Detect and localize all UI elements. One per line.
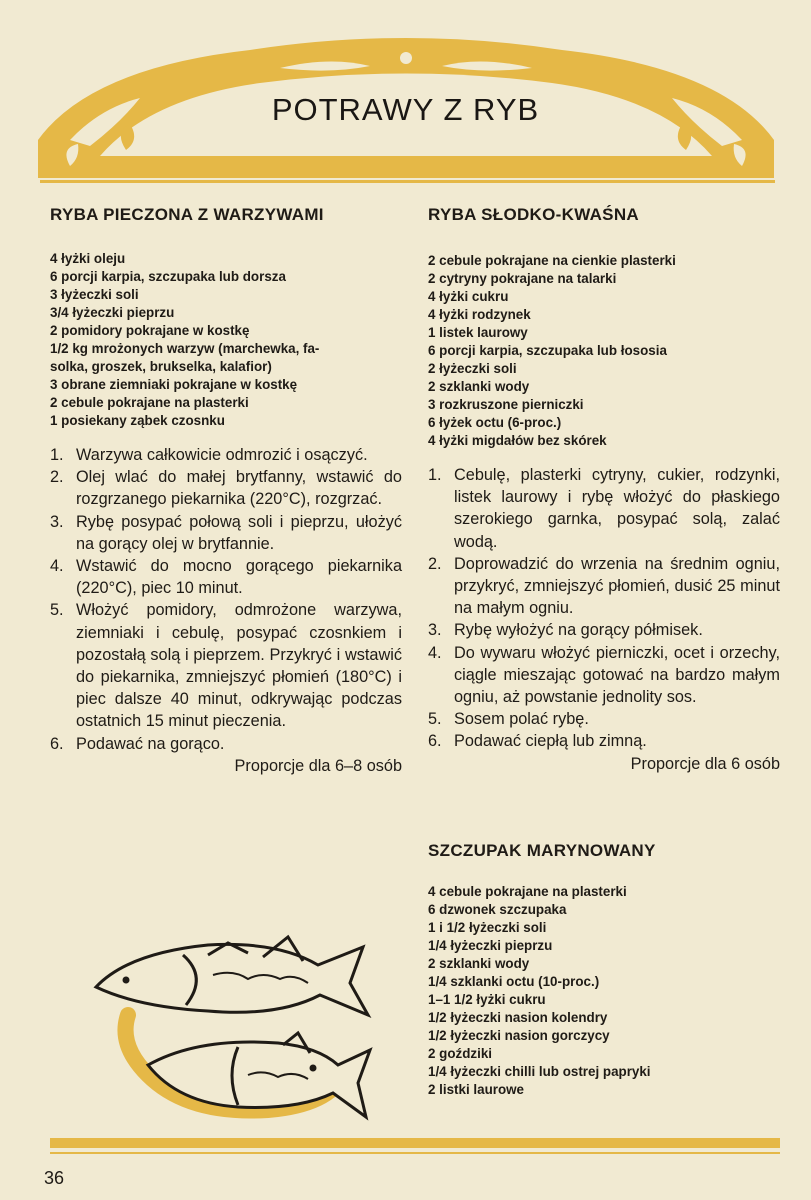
step-number: 3. [428,621,442,640]
ingredient: 1–1 1/2 łyżki cukru [428,991,546,1007]
ingredient-list [428,252,780,450]
ingredient: 4 łyżki migdałów bez skórek [428,433,607,448]
ingredient: 2 szklanki wody [428,379,530,394]
step-number: 3. [50,512,64,531]
step-text: Rybę posypać połową soli i pieprzu, ułożyć na gorący olej w brytfannie. [76,512,402,553]
ingredient: 2 goździki [428,1045,492,1061]
step [428,553,780,620]
step-text: Sosem polać rybę. [454,710,589,729]
ingredient: 1 posiekany ząbek czosnku [50,413,225,428]
footer-divider [50,1152,780,1154]
step-text: Doprowadzić do wrzenia na średnim ogniu, przykryć, zmniejszyć płomień, dusić 25 minut na małym ogniu. [454,554,780,618]
ingredient: 4 łyżki cukru [428,289,509,304]
step-text: Olej wlać do małej brytfanny, wstawić do rozgrzanego piekarnika (220°C), rozgrzać. [76,468,402,509]
ingredient: 2 cebule pokrajane na plasterki [50,395,249,410]
step-text: Do wywaru włożyć pierniczki, ocet i orzechy, ciągle mieszając gotować na bardzo małym ogniu, aż powstanie jednolity sos. [454,643,780,707]
ingredient: 2 pomidory pokrajane w kostkę [50,323,250,338]
ingredient: 6 porcji karpia, szczupaka lub łososia [428,343,667,358]
header-divider [40,180,775,183]
ingredient: 2 listki laurowe [428,1081,525,1097]
step-number: 6. [428,732,442,751]
ingredient: 1/2 łyżeczki nasion kolendry [428,1009,608,1025]
ingredient: 4 łyżki rodzynek [428,307,531,322]
step-list [50,444,402,755]
recipe-title: RYBA SŁODKO-KWAŚNA [428,205,639,224]
step-number: 2. [50,468,64,487]
ingredient: 2 cebule pokrajane na cienkie plasterki [428,253,676,268]
ingredient: 2 szklanki wody [428,955,530,971]
page-number: 36 [44,1168,65,1188]
page-title: POTRAWY Z RYB [271,92,540,127]
recipe-title: SZCZUPAK MARYNOWANY [428,840,656,860]
ingredient: 2 łyżeczki soli [428,361,517,376]
ingredient: 1/4 łyżeczki chilli lub ostrej papryki [428,1063,651,1079]
portions-note: Proporcje dla 6 osób [630,754,780,773]
ingredient-list [50,250,402,430]
ingredient: 6 porcji karpia, szczupaka lub dorsza [50,269,286,284]
ingredient: 4 łyżki oleju [50,251,126,266]
ingredient-list [428,883,780,1099]
ingredient: 1 listek laurowy [428,325,528,340]
step-list [428,464,780,753]
step-text: Podawać na gorąco. [76,734,225,753]
recipe-title: RYBA PIECZONA Z WARZYWAMI [50,205,324,224]
step [50,599,402,732]
step-text: Cebulę, plasterki cytryny, cukier, rodzynki, listek laurowy i rybę włożyć do płaskiego szerokiego garnka, posypać solą, zalać wodą. [454,466,780,551]
step [428,708,780,730]
step-number: 4. [428,643,442,662]
step [428,730,780,752]
ingredient: 1/4 łyżeczki pieprzu [428,937,553,953]
step-number: 5. [50,601,64,620]
step-text: Rybę wyłożyć na gorący półmisek. [454,621,703,640]
ingredient: 1/2 kg mrożonych warzyw (marchewka, fa- [50,341,320,356]
step [50,466,402,510]
ingredient: 1/2 łyżeczki nasion gorczycy [428,1027,610,1043]
portions-note: Proporcje dla 6–8 osób [234,756,402,775]
step-number: 5. [428,710,442,729]
recipe-ryba-pieczona [50,205,402,777]
ingredient: 2 cytryny pokrajane na talarki [428,271,617,286]
ingredient: 3 obrane ziemniaki pokrajane w kostkę [50,377,298,392]
step-text: Warzywa całkowicie odmrozić i osączyć. [76,446,368,464]
step-number: 1. [50,446,64,464]
step [428,464,780,553]
step-text: Włożyć pomidory, odmrożone warzywa, ziemniaki i cebulę, posypać czosnkiem i pozostałą solą i pieprzem. Przykryć i wstawić do piekarnika, zmniejszyć płomień (180°C) i piec dalsze 40 minut, odkrywając podczas ostatnich 15 minut pieczenia. [76,601,402,731]
step [50,555,402,599]
step-text: Podawać ciepłą lub zimną. [454,732,647,751]
step [50,511,402,555]
ingredient: 1 i 1/2 łyżeczki soli [428,919,547,935]
step [428,642,780,709]
step-number: 2. [428,554,442,573]
ingredient: solka, groszek, brukselka, kalafior) [50,359,272,374]
ingredient: 4 cebule pokrajane na plasterki [428,883,627,899]
ingredient: 3 łyżeczki soli [50,287,139,302]
footer-band [50,1138,780,1148]
recipe-ryba-slodko-kwasna [428,205,780,1099]
step-text: Wstawić do mocno gorącego piekarnika (220°C), piec 10 minut. [76,557,402,598]
ingredient: 3/4 łyżeczki pieprzu [50,305,175,320]
step [50,733,402,755]
step-number: 4. [50,557,64,576]
step-number: 1. [428,466,442,484]
step [50,444,402,466]
step-number: 6. [50,734,64,753]
ingredient: 3 rozkruszone pierniczki [428,397,584,412]
ingredient: 6 dzwonek szczupaka [428,901,567,917]
fish-illustration [88,925,373,1135]
ingredient: 1/4 szklanki octu (10-proc.) [428,973,600,989]
ingredient: 6 łyżek octu (6-proc.) [428,415,562,430]
step [428,619,780,641]
